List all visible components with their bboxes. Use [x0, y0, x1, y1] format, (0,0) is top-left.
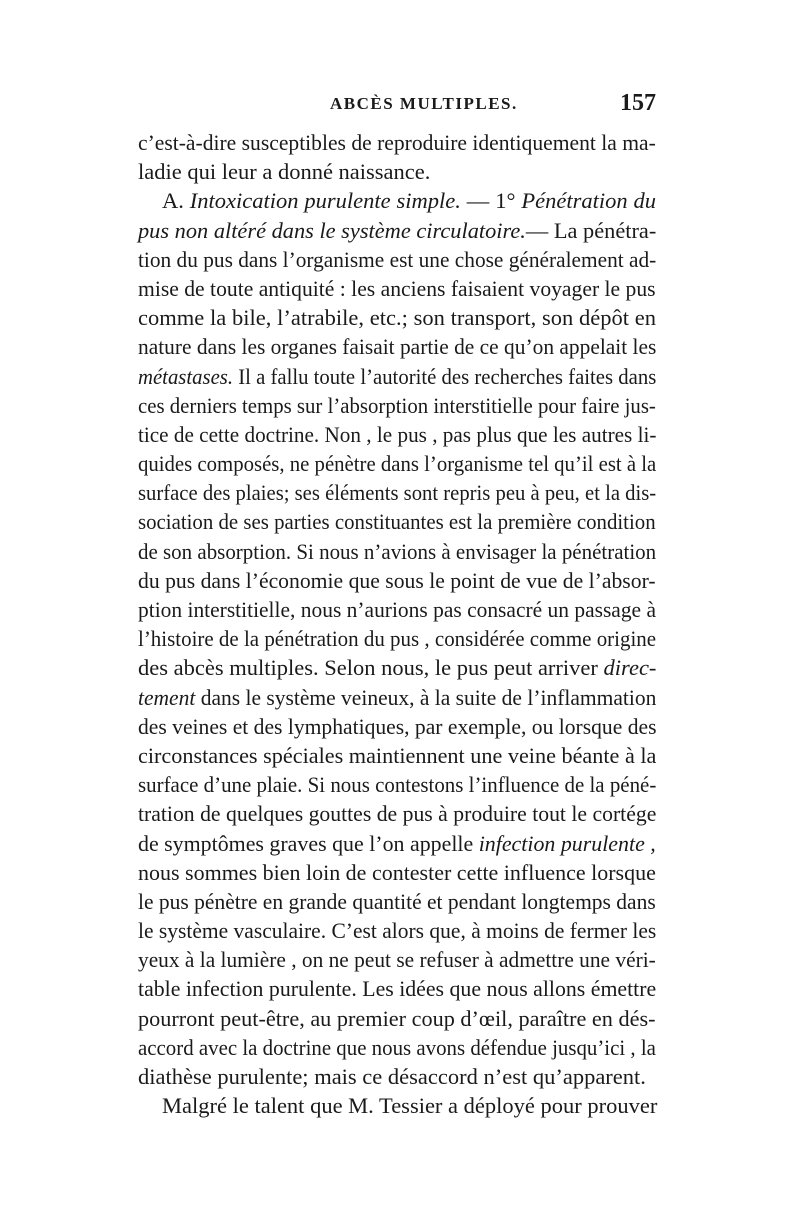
text-segment: comme la bile, l’atrabile, etc.; son transport, son dépôt en — [138, 305, 656, 331]
text-segment: Il a fallu toute l’autorité des recherches faites dans — [233, 363, 657, 389]
text-line — [138, 303, 656, 332]
text-line — [138, 624, 657, 653]
text-line — [138, 186, 656, 215]
italic-text: Pénétration du — [521, 188, 657, 214]
text-segment: accord avec la doctrine que nous avons défendue jusqu’ici , la — [138, 1034, 656, 1060]
text-segment: quides composés, ne pénètre dans l’organisme tel qu’il est à la — [138, 451, 657, 477]
text-line — [138, 478, 657, 507]
text-line — [138, 1062, 656, 1091]
text-line — [138, 216, 657, 245]
text-line — [138, 245, 657, 274]
text-line — [138, 362, 657, 391]
text-segment: ladie qui leur a donné naissance. — [138, 159, 431, 185]
text-segment: l’histoire de la pénétration du pus , considérée comme origine — [138, 626, 657, 652]
body-text — [138, 128, 656, 1120]
text-segment: ption interstitielle, nous n’aurions pas consacré un passage à — [138, 597, 656, 622]
text-segment: le système vasculaire. C’est alors que, à moins de fermer les — [138, 918, 657, 944]
text-line — [138, 829, 656, 858]
text-segment: des veines et des lymphatiques, par exemple, ou lorsque des — [138, 713, 657, 739]
text-segment: diathèse purulente; mais ce désaccord n’est qu’apparent. — [138, 1064, 646, 1089]
text-line — [138, 391, 656, 420]
text-segment: ces derniers temps sur l’absorption interstitielle pour faire jus- — [138, 392, 656, 418]
text-segment: surface d’une plaie. Si nous contestons l’influence de la péné- — [138, 772, 657, 798]
text-segment: — La pénétra- — [525, 217, 657, 243]
italic-text: Intoxication purulente simple. — [189, 188, 461, 214]
italic-text: direc- — [603, 655, 657, 681]
text-line — [138, 566, 656, 595]
text-line — [138, 1004, 656, 1033]
text-line — [138, 595, 656, 624]
italic-text: tement — [138, 684, 196, 710]
text-line — [138, 916, 657, 945]
text-segment: nature dans les organes faisait partie de ce qu’on appelait les — [138, 334, 657, 360]
text-segment: le pus pénètre en grande quantité et pendant longtemps dans — [138, 888, 656, 914]
text-line — [138, 799, 657, 828]
text-line — [138, 449, 657, 478]
text-segment: des abcès multiples. Selon nous, le pus peut arriver — [138, 655, 604, 681]
text-line — [138, 683, 657, 712]
text-segment: A. — [162, 188, 190, 214]
text-segment: surface des plaies; ses éléments sont repris peu à peu, et la dis- — [138, 480, 657, 506]
text-segment: sociation de ses parties constituantes est la première condition — [138, 509, 656, 535]
text-line — [138, 128, 656, 157]
text-segment: de symptômes graves que l’on appelle — [138, 830, 479, 856]
text-line — [138, 858, 656, 887]
text-segment: mise de toute antiquité : les anciens faisaient voyager le pus — [138, 275, 656, 301]
text-line — [138, 887, 656, 916]
text-line — [138, 653, 656, 682]
text-line — [138, 537, 657, 566]
text-line — [138, 712, 657, 741]
text-segment: dans le système veineux, à la suite de l’inflammation — [195, 684, 657, 710]
page-number: 157 — [620, 90, 656, 116]
text-line — [138, 945, 656, 974]
text-line — [138, 741, 657, 770]
text-line — [138, 770, 657, 799]
running-title: ABCÈS MULTIPLES. — [330, 94, 518, 113]
text-line — [138, 332, 657, 361]
text-segment: — 1° — [460, 188, 522, 214]
text-line — [138, 507, 656, 536]
text-segment: yeux à la lumière , on ne peut se refuser à admettre une véri- — [138, 947, 656, 973]
italic-text: pus non altéré dans le système circulatoire. — [138, 217, 526, 243]
text-line — [138, 1091, 656, 1120]
text-line — [138, 274, 656, 303]
text-segment: Malgré le talent que M. Tessier a déployé pour prouver — [162, 1093, 658, 1119]
text-line — [138, 420, 657, 449]
text-segment: tration de quelques gouttes de pus à produire tout le cortége — [138, 801, 657, 827]
text-segment: tice de cette doctrine. Non , le pus , pas plus que les autres li- — [138, 421, 657, 447]
text-line — [138, 157, 656, 186]
text-segment: tion du pus dans l’organisme est une chose généralement ad- — [138, 246, 657, 272]
text-segment: c’est-à-dire susceptibles de reproduire identiquement la ma- — [138, 130, 656, 155]
text-segment: table infection purulente. Les idées que nous allons émettre — [138, 976, 657, 1002]
text-line — [138, 1033, 656, 1062]
text-segment: pourront peut-être, au premier coup d’œil, paraître en dés- — [138, 1005, 656, 1031]
running-head — [138, 92, 656, 122]
text-segment: circonstances spéciales maintiennent une veine béante à la — [138, 742, 657, 768]
text-segment: nous sommes bien loin de contester cette influence lorsque — [138, 859, 656, 885]
text-segment: de son absorption. Si nous n’avions à envisager la pénétration — [138, 538, 657, 564]
italic-text: infection purulente , — [478, 830, 656, 856]
text-line — [138, 974, 657, 1003]
text-segment: du pus dans l’économie que sous le point de vue de l’absor- — [138, 567, 656, 593]
italic-text: métastases. — [138, 363, 234, 389]
